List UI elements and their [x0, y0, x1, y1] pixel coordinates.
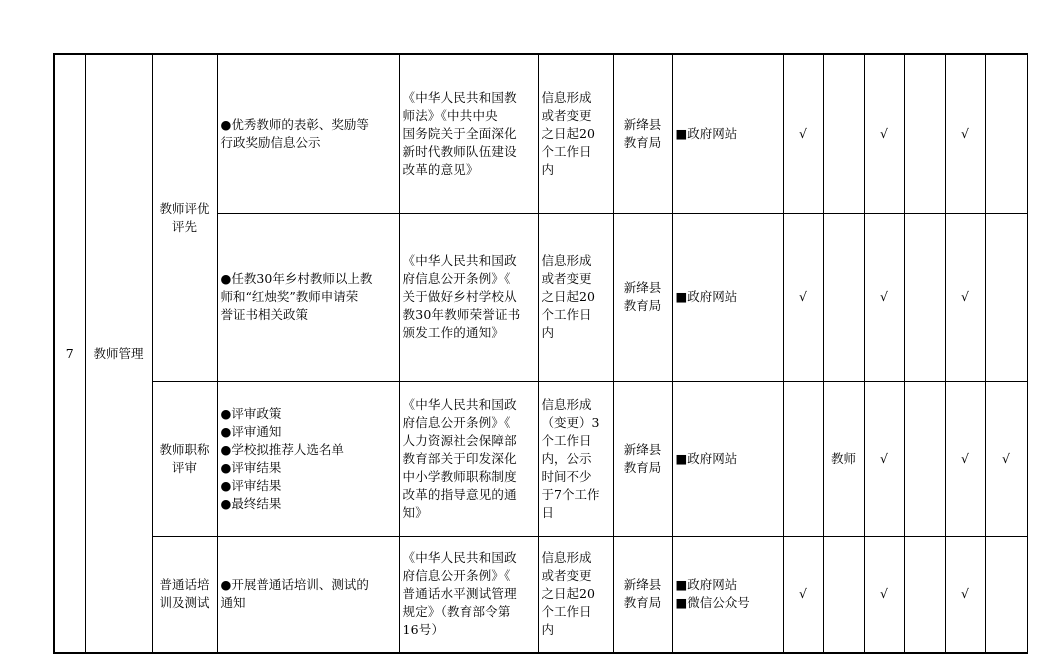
channel-cell-line: ■政府网站: [675, 289, 738, 304]
time-limit-cell-line: 个工作日: [541, 307, 592, 322]
legal-basis-cell-line: 师法》《中共中央: [402, 107, 498, 123]
legal-basis-cell-line: 府信息公开条例》《: [402, 271, 511, 286]
legal-basis-cell-line: 《中华人民共和国教: [402, 89, 517, 105]
mark-cell: [904, 536, 945, 653]
mark-cell: [985, 536, 1027, 653]
time-limit-cell-line: 信息形成: [541, 396, 592, 412]
table-row: [54, 536, 1027, 653]
subject-cell-line: 新绛县: [623, 577, 662, 593]
time-limit-cell-line: 或者变更: [541, 271, 592, 286]
time-limit-cell: [538, 213, 613, 381]
item-content-cell-line: ●最终结果: [220, 495, 282, 511]
channel-cell-line: ■政府网站: [675, 577, 738, 593]
disclosure-table: [53, 53, 1027, 654]
item-content-cell-line: 誉证书相关政策: [220, 307, 309, 322]
time-limit-cell-line: 之日起20: [541, 586, 595, 602]
time-limit-cell-line: 内: [541, 161, 555, 177]
mark-cell: √: [783, 54, 823, 213]
channel-cell: [672, 381, 783, 536]
mark-cell: [823, 536, 864, 653]
mark-cell: 教师: [823, 381, 864, 536]
legal-basis-cell-line: 新时代教师队伍建设: [402, 143, 517, 159]
subject-cell-line: 新绛县: [623, 441, 662, 457]
item-content-cell-line: 师和“红烛奖”教师申请荣: [220, 289, 359, 304]
subcategory-cell-line: 训及测试: [159, 595, 210, 611]
time-limit-cell: [538, 54, 613, 213]
legal-basis-cell-line: 府信息公开条例》《: [402, 414, 511, 430]
legal-basis-cell-line: 《中华人民共和国政: [402, 550, 517, 566]
item-content-cell: [217, 54, 399, 213]
item-content-cell-line: 通知: [220, 595, 246, 611]
legal-basis-cell-line: 《中华人民共和国政: [402, 396, 517, 412]
channel-cell-line: ■政府网站: [675, 450, 738, 466]
subcategory-cell-line: 评先: [171, 218, 197, 234]
subcategory-cell-line: 教师职称: [159, 441, 210, 457]
subject-cell: [613, 536, 672, 653]
time-limit-cell-line: 内，公示: [541, 450, 592, 466]
mark-cell: √: [864, 381, 904, 536]
mark-cell: √: [945, 54, 985, 213]
item-content-cell: [217, 536, 399, 653]
subcategory-cell-line: 评审: [171, 459, 197, 475]
time-limit-cell-line: 信息形成: [541, 89, 592, 105]
legal-basis-cell: [399, 54, 538, 213]
item-content-cell-line: ●评审结果: [220, 477, 282, 493]
time-limit-cell-line: 内: [541, 325, 555, 340]
time-limit-cell-line: 信息形成: [541, 253, 592, 268]
item-content-cell-line: ●评审政策: [220, 405, 282, 421]
subject-cell-line: 新绛县: [623, 116, 662, 132]
legal-basis-cell-line: 教育部关于印发深化: [402, 450, 517, 466]
subject-cell-line: 新绛县: [623, 280, 662, 295]
item-content-cell: [217, 381, 399, 536]
table-row: [54, 381, 1027, 536]
item-content-cell-line: ●学校拟推荐人选名单: [220, 441, 344, 457]
time-limit-cell-line: 个工作日: [541, 143, 592, 159]
mark-cell: [904, 213, 945, 381]
legal-basis-cell-line: 国务院关于全面深化: [402, 125, 517, 141]
time-limit-cell-line: 时间不少: [541, 468, 592, 484]
mark-cell: [904, 54, 945, 213]
mark-cell: √: [945, 213, 985, 381]
time-limit-cell-line: 之日起20: [541, 125, 595, 141]
subcategory-cell: [152, 381, 217, 536]
mark-cell: √: [783, 213, 823, 381]
legal-basis-cell: [399, 381, 538, 536]
time-limit-cell-line: 日: [541, 504, 555, 520]
legal-basis-cell: [399, 213, 538, 381]
subject-cell: [613, 381, 672, 536]
mark-cell: √: [945, 536, 985, 653]
mark-cell: [783, 381, 823, 536]
mark-cell: √: [864, 213, 904, 381]
row-number-cell: 7: [54, 54, 85, 653]
time-limit-cell: [538, 381, 613, 536]
subcategory-cell-line: 教师评优: [159, 200, 210, 216]
mark-cell: √: [864, 54, 904, 213]
subject-cell-line: 教育局: [623, 459, 662, 475]
mark-cell: [904, 381, 945, 536]
subcategory-cell: [152, 536, 217, 653]
subcategory-cell: [152, 54, 217, 381]
time-limit-cell-line: 信息形成: [541, 550, 592, 566]
legal-basis-cell-line: 颁发工作的通知》: [402, 325, 505, 340]
subject-cell-line: 教育局: [623, 595, 662, 611]
item-content-cell-line: 行政奖励信息公示: [220, 134, 321, 150]
time-limit-cell-line: 个工作日: [541, 432, 592, 448]
mark-cell: [985, 54, 1027, 213]
category-cell: 教师管理: [85, 54, 152, 653]
item-content-cell-line: ●任教30年乡村教师以上教: [220, 271, 373, 286]
legal-basis-cell-line: 规定》（教育部令第: [402, 604, 511, 620]
time-limit-cell-line: 或者变更: [541, 568, 592, 584]
subject-cell-line: 教育局: [623, 298, 662, 313]
time-limit-cell-line: 内: [541, 622, 555, 638]
mark-cell: √: [985, 381, 1027, 536]
legal-basis-cell-line: 中小学教师职称制度: [402, 468, 517, 484]
legal-basis-cell-line: 教30年教师荣誉证书: [402, 307, 521, 322]
time-limit-cell-line: 于7个工作: [541, 486, 600, 502]
subcategory-cell-line: 普通话培: [159, 577, 210, 593]
mark-cell: √: [864, 536, 904, 653]
legal-basis-cell-line: 16号）: [402, 622, 445, 638]
legal-basis-cell-line: 人力资源社会保障部: [402, 432, 517, 448]
legal-basis-cell-line: 关于做好乡村学校从: [402, 289, 517, 304]
item-content-cell-line: ●优秀教师的表彰、奖励等: [220, 116, 369, 132]
subject-cell: [613, 54, 672, 213]
mark-cell: √: [783, 536, 823, 653]
time-limit-cell-line: （变更）3: [541, 414, 600, 430]
mark-cell: [985, 213, 1027, 381]
legal-basis-cell-line: 改革的意见》: [402, 161, 479, 177]
time-limit-cell-line: 之日起20: [541, 289, 595, 304]
time-limit-cell-line: 个工作日: [541, 604, 592, 620]
time-limit-cell-line: 或者变更: [541, 107, 592, 123]
channel-cell-line: ■微信公众号: [675, 595, 750, 611]
legal-basis-cell-line: 《中华人民共和国政: [402, 253, 517, 268]
channel-cell-line: ■政府网站: [675, 125, 738, 141]
item-content-cell-line: ●评审通知: [220, 423, 282, 439]
time-limit-cell: [538, 536, 613, 653]
table-row: [54, 54, 1027, 213]
item-content-cell: [217, 213, 399, 381]
legal-basis-cell-line: 改革的指导意见的通: [402, 486, 517, 502]
legal-basis-cell-line: 府信息公开条例》《: [402, 568, 511, 584]
channel-cell: [672, 213, 783, 381]
legal-basis-cell: [399, 536, 538, 653]
channel-cell: [672, 536, 783, 653]
subject-cell-line: 教育局: [623, 134, 662, 150]
mark-cell: √: [945, 381, 985, 536]
legal-basis-cell-line: 知》: [402, 504, 428, 520]
mark-cell: [823, 54, 864, 213]
item-content-cell-line: ●评审结果: [220, 459, 282, 475]
legal-basis-cell-line: 普通话水平测试管理: [402, 586, 517, 602]
item-content-cell-line: ●开展普通话培训、测试的: [220, 577, 369, 593]
subject-cell: [613, 213, 672, 381]
channel-cell: [672, 54, 783, 213]
mark-cell: [823, 213, 864, 381]
